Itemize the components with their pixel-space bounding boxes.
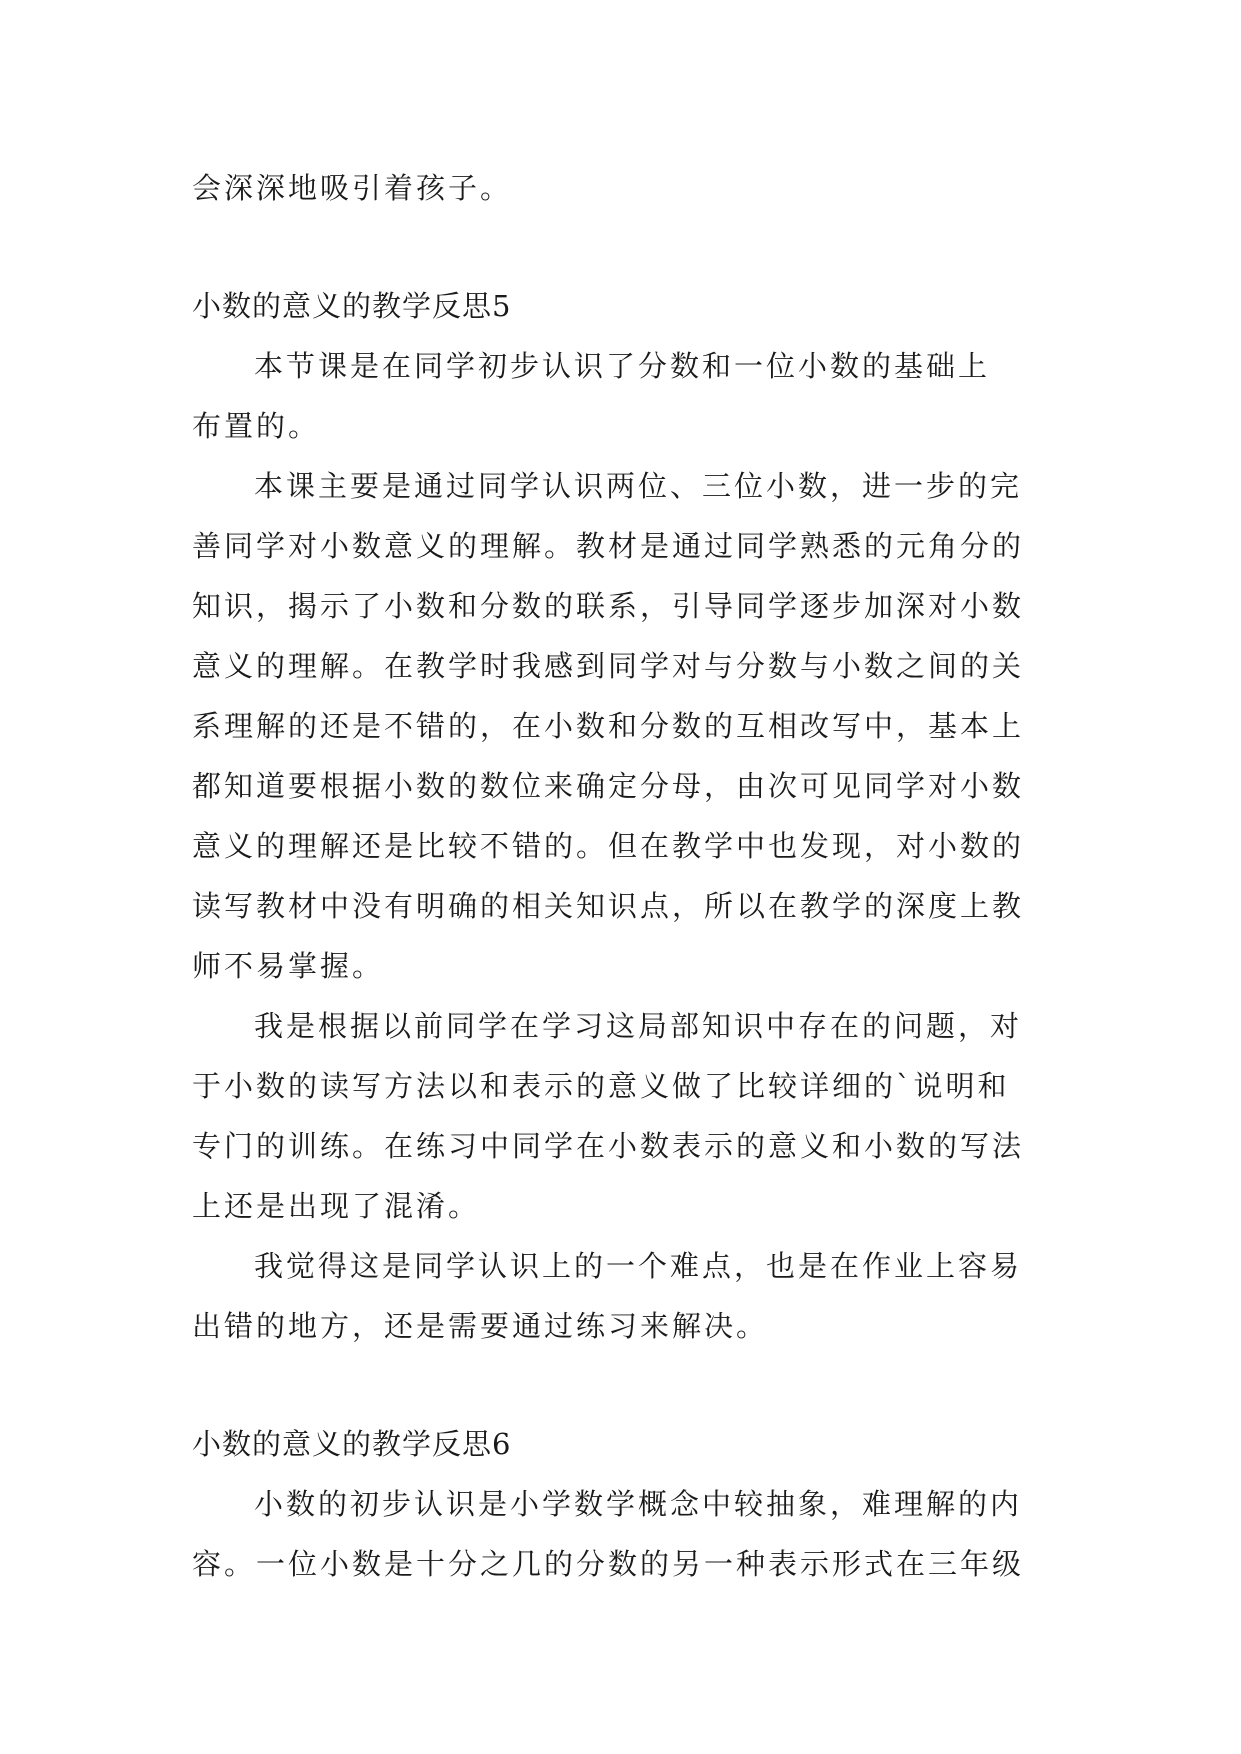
paragraph-line: 上还是出现了混淆。 [192,1189,481,1223]
paragraph-line: 会深深地吸引着孩子。 [192,171,513,205]
paragraph-line: 出错的地方，还是需要通过练习来解决。 [192,1309,769,1343]
section-spacer [192,1356,1052,1414]
paragraph-line: 我觉得这是同学认识上的一个难点，也是在作业上容易 [254,1249,1023,1283]
paragraph-line: 善同学对小数意义的理解。教材是通过同学熟悉的元角分的 [192,529,1025,563]
section-heading: 小数的意义的教学反思5 [192,289,512,323]
paragraph-line: 师不易掌握。 [192,949,385,983]
paragraph-line: 于小数的读写方法以和表示的意义做了比较详细的`说明和 [192,1069,1010,1103]
section-spacer [192,218,1052,276]
paragraph-line: 我是根据以前同学在学习这局部知识中存在的问题，对 [254,1009,1023,1043]
paragraph-line: 专门的训练。在练习中同学在小数表示的意义和小数的写法 [192,1129,1025,1163]
paragraph-line: 意义的理解。在教学时我感到同学对与分数与小数之间的关 [192,649,1025,683]
paragraph-line: 意义的理解还是比较不错的。但在教学中也发现，对小数的 [192,829,1025,863]
paragraph-line: 读写教材中没有明确的相关知识点，所以在教学的深度上教 [192,889,1025,923]
paragraph-line: 容。一位小数是十分之几的分数的另一种表示形式在三年级 [192,1547,1025,1581]
document-body [192,158,1052,1594]
paragraph-line: 都知道要根据小数的数位来确定分母，由次可见同学对小数 [192,769,1025,803]
section-heading: 小数的意义的教学反思6 [192,1427,512,1461]
paragraph-line: 本节课是在同学初步认识了分数和一位小数的基础上 [254,349,991,383]
paragraph-line: 系理解的还是不错的，在小数和分数的互相改写中，基本上 [192,709,1025,743]
paragraph-line: 布置的。 [192,409,321,443]
paragraph-line: 知识，揭示了小数和分数的联系，引导同学逐步加深对小数 [192,589,1025,623]
paragraph-line: 小数的初步认识是小学数学概念中较抽象，难理解的内 [254,1487,1023,1521]
paragraph-line: 本课主要是通过同学认识两位、三位小数，进一步的完 [254,469,1023,503]
